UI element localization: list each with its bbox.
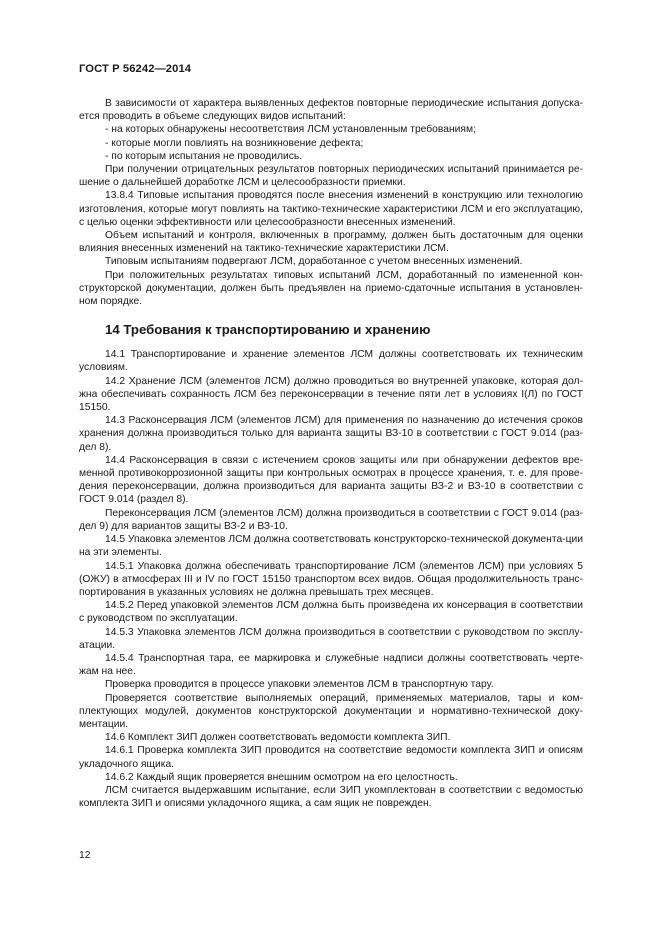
paragraph: Проверяется соответствие выполняемых операций, применяемых материалов, тары и ком-плектующих модулей, документов конструкторской документации и нормативно-технической доку-ментации. (79, 692, 583, 730)
paragraph: 14.4 Расконсервация в связи с истечением сроков защиты или при обнаружении дефектов вре-менной противокоррозионной защиты при контрольных осмотрах в процессе хранения, т. е. для прове-дения переконсервации, должна производиться для варианта защиты ВЗ-2 и ВЗ-10 в соответствии с ГОСТ 9.014 (раздел 8). (79, 454, 583, 506)
page-number: 12 (79, 850, 91, 861)
paragraph: Типовым испытаниям подвергают ЛСМ, доработанное с учетом внесенных изменений. (105, 256, 523, 268)
paragraph: 14.5.2 Перед упаковкой элементов ЛСМ должна быть произведена их консервация в соответствии с руководством по эксплуатации. (79, 600, 583, 625)
paragraph: 14.6.2 Каждый ящик проверяется внешним осмотром на его целостность. (105, 771, 458, 783)
paragraph: Переконсервация ЛСМ (элементов ЛСМ) должна производиться в соответствии с ГОСТ 9.014 (раз-дел 9) для вариантов защиты ВЗ-2 и ВЗ-10. (79, 507, 583, 532)
paragraph: 14.5.3 Упаковка элементов ЛСМ должна производиться в соответствии с руководством по эксплу-атации. (79, 626, 583, 651)
list-item: - которые могли повлиять на возникновение дефекта; (105, 137, 364, 149)
paragraph: ЛСМ считается выдержавшим испытание, если ЗИП укомплектован в соответствии с ведомостью комплекта ЗИП и описями укладочного ящика, а сам ящик не поврежден. (79, 784, 583, 810)
paragraph: 14.5 Упаковка элементов ЛСМ должна соответствовать конструкторско-технической документа-ции на эти элементы. (79, 534, 583, 559)
paragraph: 14.6 Комплект ЗИП должен соответствовать ведомости комплекта ЗИП. (105, 732, 451, 744)
list-item: - на которых обнаружены несоответствия ЛСМ установленным требованиям; (105, 124, 476, 136)
document-header: ГОСТ Р 56242—2014 (79, 63, 192, 75)
document-body (79, 97, 583, 810)
paragraph: 13.8.4 Типовые испытания проводятся после внесения изменений в конструкцию или технологию изготовления, которые могут повлиять на тактико-технические характеристики ЛСМ и его эксплуатацию, с целью оценки эффективности или целесообразности внесенных изменений. (79, 190, 583, 228)
paragraph: Проверка проводится в процессе упаковки элементов ЛСМ в транспортную тару. (105, 679, 494, 691)
paragraph: 14.5.1 Упаковка должна обеспечивать транспортирование ЛСМ (элементов ЛСМ) при условиях 5 (ОЖУ) в атмосферах III и IV по ГОСТ 15150 транспортом всех видов. Общая продолжительность транс-портирования в указанных условиях не должна превышать трех месяцев. (79, 560, 583, 598)
paragraph: При положительных результатах типовых испытаний ЛСМ, доработанный по измененной кон-структорской документации, должен быть предъявлен на приемо-сдаточные испытания в установлен-ном порядке. (79, 269, 583, 308)
paragraph: 14.1 Транспортирование и хранение элементов ЛСМ должны соответствовать их техническим условиям. (79, 349, 583, 374)
section-heading: 14 Требования к транспортированию и хранению (105, 322, 431, 338)
list-item: - по которым испытания не проводились. (105, 150, 303, 162)
paragraph: Объем испытаний и контроля, включенных в программу, должен быть достаточным для оценки влияния внесенных изменений на тактико-технические характеристики ЛСМ. (79, 230, 583, 255)
paragraph: 14.3 Расконсервация ЛСМ (элементов ЛСМ) для применения по назначению до истечения сроков хранения должна производиться только для варианта защиты ВЗ-10 в соответствии с ГОСТ 9.014 (раз-дел 8). (79, 415, 583, 453)
paragraph: 14.2 Хранение ЛСМ (элементов ЛСМ) должно проводиться во внутренней упаковке, которая дол-жна обеспечивать сохранность ЛСМ без переконсервации в течение пяти лет в условиях I(Л) по ГОСТ 15150. (79, 375, 583, 414)
paragraph: 14.6.1 Проверка комплекта ЗИП проводится на соответствие ведомости комплекта ЗИП и описям укладочного ящика. (79, 745, 583, 770)
paragraph: 14.5.4 Транспортная тара, ее маркировка и служебные надписи должны соответствовать черте-жам на нее. (79, 652, 583, 678)
paragraph: При получении отрицательных результатов повторных периодических испытаний принимается ре-шение о дальнейшей доработке ЛСМ и целесообразности приемки. (79, 164, 583, 189)
paragraph: В зависимости от характера выявленных дефектов повторные периодические испытания допуска-ется проводить в объеме следующих видов испытаний: (79, 98, 583, 123)
